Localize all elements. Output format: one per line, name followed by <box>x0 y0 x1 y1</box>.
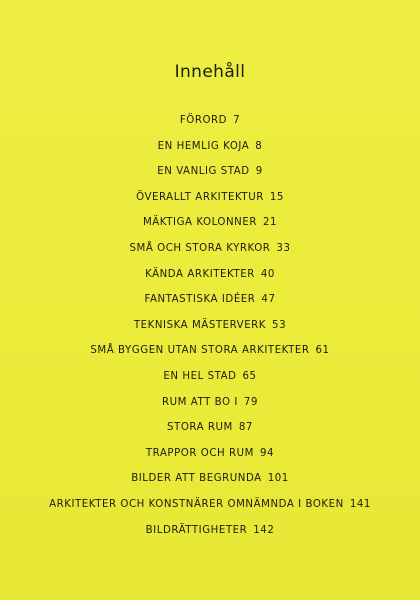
toc-entry-title: TRAPPOR OCH RUM <box>145 447 254 459</box>
toc-entry-title: SMÅ OCH STORA KYRKOR <box>129 242 271 254</box>
toc-entry <box>0 134 420 160</box>
toc-entry-page: 47 <box>261 294 276 306</box>
toc-entry-title: EN VANLIG STAD <box>157 166 250 178</box>
toc-entry-title: ARKITEKTER OCH KONSTNÄRER OMNÄMNDA I BOKEN <box>49 498 344 510</box>
toc-entry-title: SMÅ BYGGEN UTAN STORA ARKITEKTER <box>90 345 310 357</box>
toc-entry-title: FÖRORD <box>179 115 228 126</box>
toc-entry <box>0 338 420 364</box>
toc-entry <box>0 262 420 288</box>
toc-entry <box>0 415 420 441</box>
toc-entry-page: 40 <box>260 268 275 280</box>
toc-entry <box>0 185 420 211</box>
toc-entry <box>0 441 420 467</box>
toc-entry-title: BILDRÄTTIGHETER <box>145 524 248 536</box>
toc-entry-page: 142 <box>253 524 275 536</box>
toc-entry-page: 65 <box>242 370 257 382</box>
toc-entry-title: BILDER ATT BEGRUNDA <box>131 473 262 485</box>
toc-entry-page: 94 <box>260 447 275 459</box>
toc-entry-page: 21 <box>262 217 278 229</box>
toc-entry-page: 7 <box>233 115 241 126</box>
toc-entry-title: TEKNISKA MÄSTERVERK <box>133 319 267 331</box>
toc-entry <box>0 364 420 390</box>
toc-entry-page: 87 <box>238 422 253 434</box>
toc-entry-page: 8 <box>255 140 263 152</box>
toc-entry <box>0 236 420 262</box>
toc-entry <box>0 159 420 185</box>
toc-entry-title: MÄKTIGA KOLONNER <box>142 217 257 229</box>
toc-entry-page: 141 <box>349 498 371 510</box>
toc-entry-page: 15 <box>269 191 284 203</box>
toc-list <box>0 108 420 543</box>
toc-entry-page: 61 <box>315 345 330 357</box>
toc-entry-page: 33 <box>276 242 291 254</box>
toc-entry <box>0 466 420 492</box>
toc-entry-title: STORA RUM <box>167 422 233 434</box>
toc-entry <box>0 492 420 518</box>
toc-entry-page: 9 <box>255 166 263 178</box>
toc-entry-title: EN HEL STAD <box>163 370 237 382</box>
toc-entry-title: RUM ATT BO I <box>162 396 238 408</box>
toc-entry-title: ÖVERALLT ARKITEKTUR <box>136 191 264 203</box>
toc-entry <box>0 210 420 236</box>
toc-entry-title: KÄNDA ARKITEKTER <box>145 268 255 280</box>
toc-entry <box>0 287 420 313</box>
toc-entry <box>0 313 420 339</box>
toc-entry-title: FANTASTISKA IDÉER <box>144 294 256 306</box>
toc-entry <box>0 518 420 544</box>
toc-entry-page: 79 <box>243 396 258 408</box>
toc-entry <box>0 390 420 416</box>
toc-entry-page: 101 <box>267 473 289 485</box>
toc-heading: Innehåll <box>174 62 246 82</box>
toc-entry-page: 53 <box>272 319 287 331</box>
toc-entry <box>0 108 420 134</box>
toc-entry-title: EN HEMLIG KOJA <box>157 140 250 152</box>
